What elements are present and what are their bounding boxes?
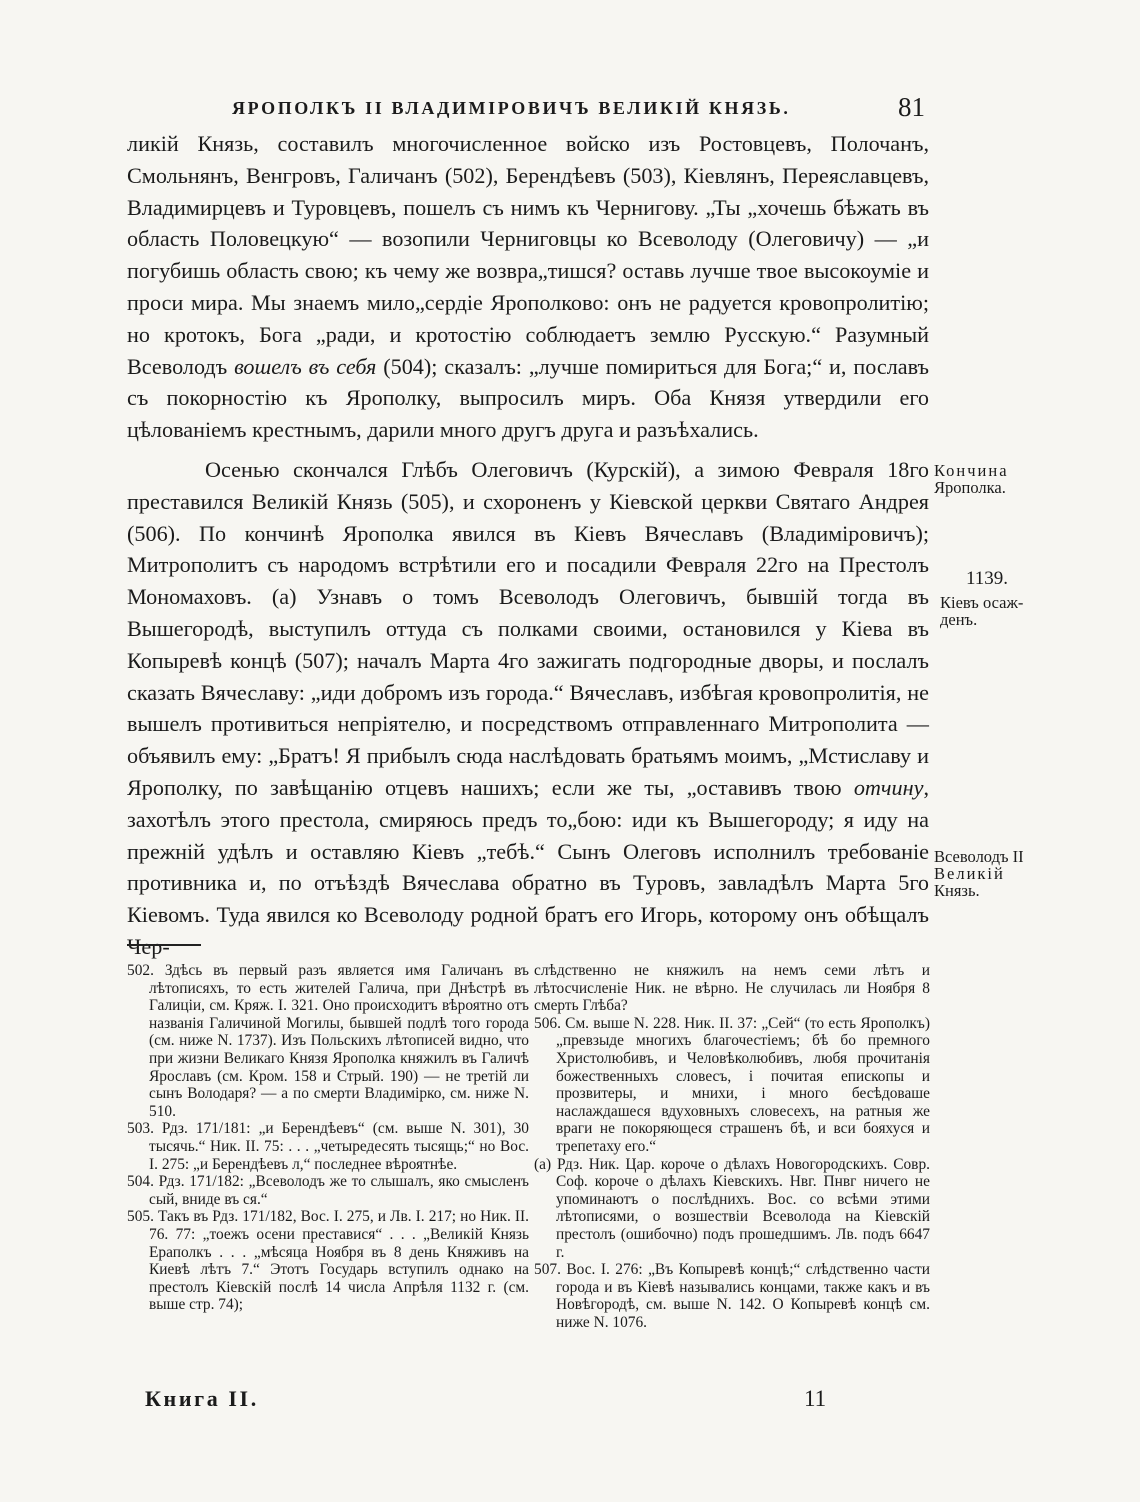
margin-note-line: Всеволодъ II [934,847,1024,866]
footnote-separator [127,944,201,946]
italic-phrase: отчину [853,774,924,800]
body-paragraph-2 [127,454,929,963]
body-paragraph-1 [127,128,929,446]
footnote-505: 505. Такъ въ Рдз. 171/182, Вос. I. 275, и Лв. I. 217; но Ник. II. 76. 77: „тоежъ осени преставися“ . . . „Великій Князь Ераполкъ . . . „мѣсяца Ноября въ 8 день Княживъ на Киевѣ лѣтъ 7.“ Этотъ Государь вступилъ однако на престолъ Кіевскій послѣ 14 числа Апрѣля 1132 г. (см. выше стр. 74); [127,1208,529,1314]
footnote-505-continued: слѣдственно не княжилъ на немъ семи лѣтъ и лѣтосчисленіе Ник. не вѣрно. Не случилась ли Ноября 8 смерть Глѣба? [534,962,930,1015]
footnote-503: 503. Рдз. 171/181: „и Берендѣевъ“ (см. выше N. 301), 30 тысячь.“ Ник. II. 75: . . . „четыредесять тысящь;“ но Вос. I. 275: „и Берендѣевъ л,“ последнее вѣроятнѣе. [127,1120,529,1173]
text-run: ликій Князь, составилъ многочисленное войско изъ Ростовцевъ, Полочанъ, Смольнянъ, Венгровъ, Галичанъ (502), Берендѣевъ (503), Кіевлянъ, Переяславцевъ, Владимирцевъ и Туровцевъ, пошелъ съ нимъ къ Чернигову. „Ты „хочешь бѣжать въ область Половецкую“ — возопили Черниговцы ко Всеволоду (Олеговичу) — „и погубишь область свою; къ чему же возвра„тишся? оставь лучше твое высокоуміе и проси мира. Мы знаемъ мило„сердіе Ярополково: онъ не радуется кровопролитію; но кротокъ, Бога „ради, и кротостію соблюдаетъ землю Русскую.“ Разумный Всеволодъ [127,131,929,379]
margin-note-line: Великій [934,864,1005,883]
margin-note-death-of-yaropolk [934,462,1009,496]
margin-note-year: 1139. [966,568,1009,589]
margin-note-vsevolod-grand-prince [934,848,1024,899]
signature-label: Книга II. [145,1386,259,1411]
italic-phrase: вошелъ въ себя [234,353,377,379]
text-run: , захотѣлъ этого престола, смиряюсь предъ то„бою: иди къ Вышегороду; я иду на прежній удѣлъ и оставляю Кіевъ „тебѣ.“ Сынъ Олеговъ исполнилъ требованіе противника и, по отъѣздѣ Вячеслава обратно въ Туровъ, завладѣлъ Марта 5го Кіевомъ. Туда явился ко Всеволоду родной братъ его Игорь, которому онъ обѣщалъ Чер- [127,774,930,959]
margin-note-line: Князь. [934,881,980,900]
page-number: 81 [898,92,925,122]
margin-note-line: Кіевъ осаж- [940,593,1024,612]
margin-note-line: Ярополка. [934,478,1006,497]
margin-note-kiev-siege [940,594,1023,628]
running-head: ЯРОПОЛКЪ II ВЛАДИМІРОВИЧЪ ВЕЛИКІЙ КНЯЗЬ. [232,98,791,118]
footnotes-left-column [127,962,529,1314]
margin-note-line: Кончина [934,461,1009,480]
footnote-506: 506. См. выше N. 228. Ник. II. 37: „Сей“ (то есть Ярополкъ) „превзыде многихъ благочестіемъ; бѣ бо премного Христолюбивъ, и Человѣколюбивъ, любя прочитанія божественныхъ словесъ, і почитая епископы и прозвитеры, и мнихи, і много бесѣдоваше наслаждашеся вдуховныхъ словесехъ, на ратныя же враги не покоряющеся страшенъ бѣ, и вси бояхуся и трепетаху его.“ [534,1014,930,1155]
footnote-507: 507. Вос. I. 276: „Въ Копыревѣ концѣ;“ слѣдственно части города и въ Кіевѣ назывались концами, также какъ и въ Новѣгородѣ, см. выше N. 142. О Копыревѣ концѣ см. ниже N. 1076. [534,1261,930,1331]
text-run: (504); сказалъ: „лучше помириться для Бога;“ и, пославъ съ покорностію къ Ярополку, выпросилъ миръ. Оба Князя утвердили его цѣлованіемъ крестнымъ, дарили много другъ друга и разъѣхались. [127,353,930,443]
footnote-502: 502. Здѣсь въ первый разъ является имя Галичанъ въ лѣтописяхъ, то есть жителей Галича, при Днѣстрѣ въ Галиціи, см. Кряж. I. 321. Оно происходитъ вѣроятно отъ названія Галичиной Могилы, бывшей подлѣ того города (см. ниже N. 1737). Изъ Польскихъ лѣтописей видно, что при жизни Великаго Князя Ярополка княжилъ въ Галичѣ Ярославъ (см. Кром. 158 и Стрый. 190) — не третій ли сынъ Володаря? — а по смерти Владимірко, см. ниже N. 510. [127,962,529,1120]
footnote-504: 504. Рдз. 171/182: „Всеволодъ же то слышалъ, яко смысленъ сый, вниде въ ся.“ [127,1173,529,1208]
text-run: Осенью скончался Глѣбъ Олеговичъ (Курскій), а зимою Февраля 18го преставился Великій Князь (505), и схороненъ у Кіевской церкви Святаго Андрея (506). По кончинѣ Ярополка явился въ Кіевъ Вячеславъ (Владиміровичъ); Митрополитъ съ народомъ встрѣтили его и посадили Февраля 22го на Престолъ Мономаховъ. (а) Узнавъ о томъ Всеволодъ Олеговичъ, бывшій тогда въ Вышегородѣ, выступилъ оттуда съ полками своими, остановился у Кіева въ Копыревѣ концѣ (507); началъ Марта 4го зажигать подгородные дворы, и послалъ сказать Вячеславу: „иди добромъ изъ города.“ Вячеславъ, избѣгая кровопролитія, не вышелъ противиться непріятелю, и посредствомъ отправленнаго Митрополита — объявилъ ему: „Братъ! Я прибылъ сюда наслѣдовать братьямъ моимъ, „Мстиславу и Ярополку, по завѣщанію отцевъ нашихъ; если же ты, „оставивъ твою [127,457,929,800]
margin-note-line: денъ. [940,610,978,629]
signature-number: 11 [804,1386,827,1411]
footnotes-right-column [534,962,930,1331]
footnote-a: (а) Рдз. Ник. Цар. короче о дѣлахъ Новогородскихъ. Совр. Соф. короче о дѣлахъ Кіевскихъ. Нвг. Пнвг ничего не упоминаютъ о послѣднихъ. Вос. со всѣми этими лѣтописями, о возшествіи Всеволода на Кіевскій престолъ (ошибочно) подъ прошедшимъ. Лв. подъ 6647 г. [534,1155,930,1261]
